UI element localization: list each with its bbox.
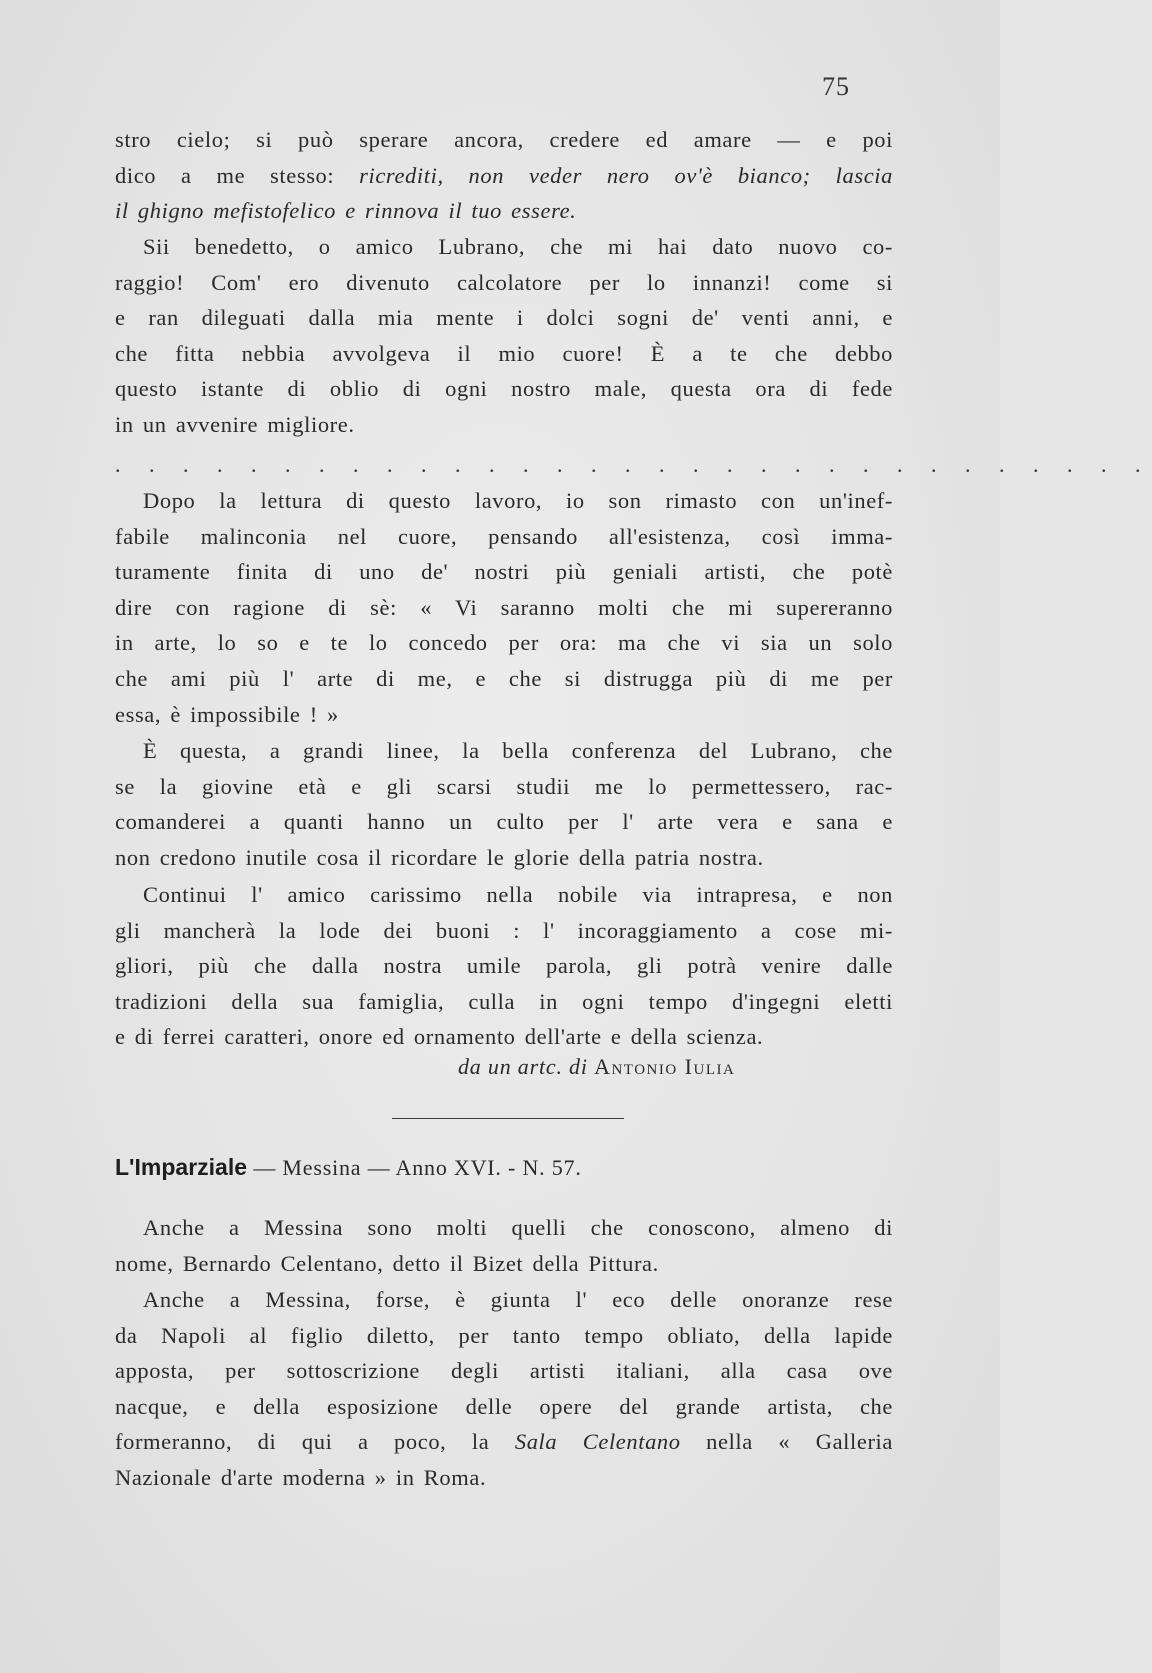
signature-author: Antonio Iulia	[594, 1054, 736, 1079]
text-line: fabile malinconia nel cuore, pensando all'esistenza, così imma-	[115, 523, 893, 549]
text-segment: Anche a Messina, forse, è giunta l' eco delle onoranze rese	[143, 1287, 893, 1312]
text-line	[115, 1318, 893, 1354]
text-segment: da Napoli al figlio diletto, per tanto tempo obliato, della lapide	[115, 1322, 893, 1348]
newspaper-name: L'Imparziale	[115, 1154, 248, 1180]
text-line: nome, Bernardo Celentano, detto il Bizet della Pittura.	[115, 1250, 659, 1276]
text-line: gli mancherà la lode dei buoni : l' incoraggiamento a cose mi-	[115, 917, 893, 943]
page-number: 75	[822, 72, 850, 101]
paragraph-dopo	[115, 483, 893, 732]
text-line: essa, è impossibile ! »	[115, 701, 339, 727]
text-line	[115, 1353, 893, 1389]
text-line: che fitta nebbia avvolgeva il mio cuore! È a te che debbo	[115, 340, 893, 366]
text-line: e di ferrei caratteri, onore ed ornamento dell'arte e della scienza.	[115, 1024, 764, 1050]
text-segment: apposta, per sottoscrizione degli artisti italiani, alla casa ove	[115, 1358, 893, 1384]
text-line: turamente finita di uno de' nostri più geniali artisti, che potè	[115, 559, 893, 585]
text-segment: stro cielo; si può sperare ancora, credere ed amare — e poi	[115, 127, 893, 152]
text-line: Dopo la lettura di questo lavoro, io son rimasto con un'inef-	[143, 488, 893, 513]
text-line: che ami più l' arte di me, e che si distrugga più di me per	[115, 665, 893, 691]
text-line: se la giovine età e gli scarsi studii me lo permettessero, rac-	[115, 773, 893, 799]
text-line: in arte, lo so e te lo concedo per ora: ma che vi sia un solo	[115, 630, 893, 656]
paragraph-questa	[115, 733, 893, 875]
text-line: comanderei a quanti hanno un culto per l' arte vera e sana e	[115, 809, 893, 835]
text-line	[115, 1282, 893, 1318]
text-line: Continui l' amico carissimo nella nobile via intrapresa, e non	[143, 882, 893, 907]
text-line	[115, 122, 893, 158]
paragraph-continui	[115, 877, 893, 1055]
italic-title: Sala Celentano	[514, 1429, 681, 1455]
newspaper-details: — Messina — Anno XVI. - N. 57.	[247, 1155, 582, 1180]
text-line	[115, 193, 893, 229]
section-divider	[392, 1118, 624, 1119]
paragraph-anche-2	[115, 1282, 893, 1496]
text-line: questo istante di oblio di ogni nostro male, questa ora di fede	[115, 376, 893, 402]
text-segment: dico a me stesso:	[115, 162, 360, 188]
text-line: Anche a Messina sono molti quelli che conoscono, almeno di	[143, 1215, 893, 1240]
ellipsis-separator: . . . . . . . . . . . . . . . . . . . . . . . . . . . . . . .	[115, 452, 1152, 477]
text-segment: Nazionale d'arte moderna » in Roma.	[115, 1464, 487, 1490]
text-line: non credono inutile cosa il ricordare le glorie della patria nostra.	[115, 844, 764, 870]
paragraph-anche-1	[115, 1210, 893, 1281]
text-line	[115, 1389, 893, 1425]
text-line	[115, 1460, 893, 1496]
text-line: raggio! Com' ero divenuto calcolatore per lo innanzi! come si	[115, 269, 893, 295]
text-line	[115, 158, 893, 194]
article-signature	[458, 1054, 735, 1080]
text-line: dire con ragione di sè: « Vi saranno molti che mi supereranno	[115, 594, 893, 620]
text-segment: nacque, e della esposizione delle opere del grande artista, che	[115, 1393, 893, 1419]
text-segment: formeranno, di qui a poco, la	[115, 1429, 515, 1455]
italic-quote: il ghigno mefistofelico e rinnova il tuo essere.	[115, 198, 577, 224]
text-line: e ran dileguati dalla mia mente i dolci sogni de' venti anni, e	[115, 305, 893, 331]
text-line: gliori, più che dalla nostra umile parola, gli potrà venire dalle	[115, 953, 893, 979]
text-line: in un avvenire migliore.	[115, 411, 355, 437]
text-line: tradizioni della sua famiglia, culla in ogni tempo d'ingegni eletti	[115, 988, 893, 1014]
paragraph-continuation	[115, 122, 893, 229]
text-segment: nella « Galleria	[680, 1429, 893, 1455]
italic-quote: ricrediti, non veder nero ov'è bianco; lascia	[359, 162, 893, 188]
text-line: È questa, a grandi linee, la bella conferenza del Lubrano, che	[143, 738, 893, 763]
text-line: Sii benedetto, o amico Lubrano, che mi hai dato nuovo co-	[143, 234, 893, 259]
paragraph-benedetto	[115, 229, 893, 443]
signature-prefix: da un artc. di	[458, 1054, 588, 1079]
newspaper-header	[115, 1154, 582, 1181]
text-line	[115, 1424, 893, 1460]
